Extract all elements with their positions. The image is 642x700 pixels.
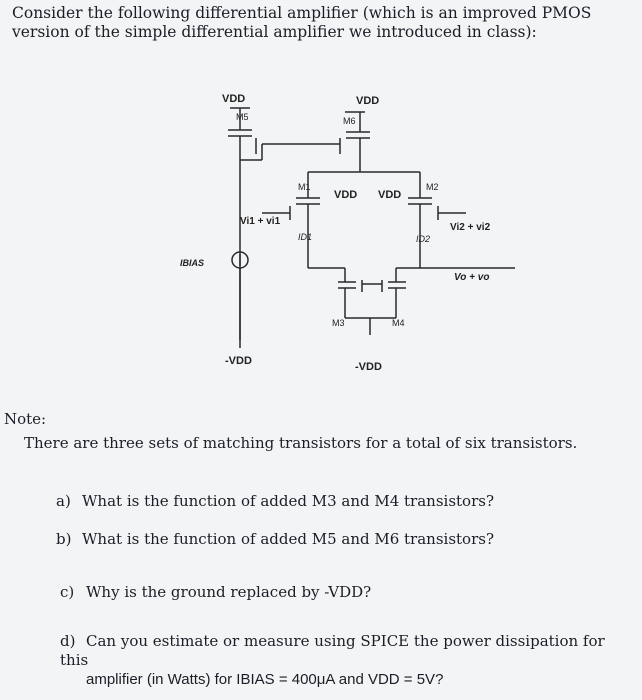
question-c-label: c): [60, 583, 75, 601]
vdd-label-m2: VDD: [378, 189, 402, 201]
differential-amplifier-schematic: [0, 80, 642, 400]
vi2-label: Vi2 + vi2: [450, 222, 491, 233]
vdd-label-m1: VDD: [334, 189, 358, 201]
vo-label: Vo + vo: [454, 272, 490, 283]
question-d-line1: Can you estimate or measure using SPICE the power dissipation for this: [60, 632, 605, 669]
m2-label: M2: [426, 182, 439, 192]
note-text: There are three sets of matching transistors for a total of six transistors.: [24, 434, 578, 452]
question-d-line2: amplifier (in Watts) for IBIAS = 400μA and VDD = 5V?: [86, 671, 444, 688]
id2-label: ID2: [416, 234, 431, 244]
intro-text: Consider the following differential amplifier (which is an improved PMOS version of the simple differential amplifier we introduced in class):: [12, 4, 592, 41]
vdd-label-m5: VDD: [222, 93, 246, 105]
question-c: [60, 583, 371, 602]
id1-label: ID1: [298, 232, 313, 242]
question-d: [60, 632, 620, 689]
m1-label: M1: [298, 182, 311, 192]
vi1-label: Vi1 + vi1: [240, 216, 281, 227]
question-a-text: What is the function of added M3 and M4 transistors?: [82, 492, 494, 510]
neg-vdd-label-left: -VDD: [225, 355, 252, 367]
ibias-label: IBIAS: [180, 258, 205, 268]
m5-label: M5: [236, 112, 249, 122]
neg-vdd-label-right: -VDD: [355, 361, 382, 373]
m6-label: M6: [343, 116, 356, 126]
m4-label: M4: [392, 318, 405, 328]
question-b-label: b): [56, 530, 72, 548]
vdd-label-m6: VDD: [356, 95, 380, 107]
question-b: [56, 530, 494, 549]
question-d-label: d): [60, 632, 76, 650]
note-title: Note:: [4, 410, 47, 428]
question-a: [56, 492, 494, 511]
question-c-text: Why is the ground replaced by -VDD?: [86, 583, 372, 601]
question-b-text: What is the function of added M5 and M6 transistors?: [82, 530, 494, 548]
m3-label: M3: [332, 318, 345, 328]
question-a-label: a): [56, 492, 71, 510]
